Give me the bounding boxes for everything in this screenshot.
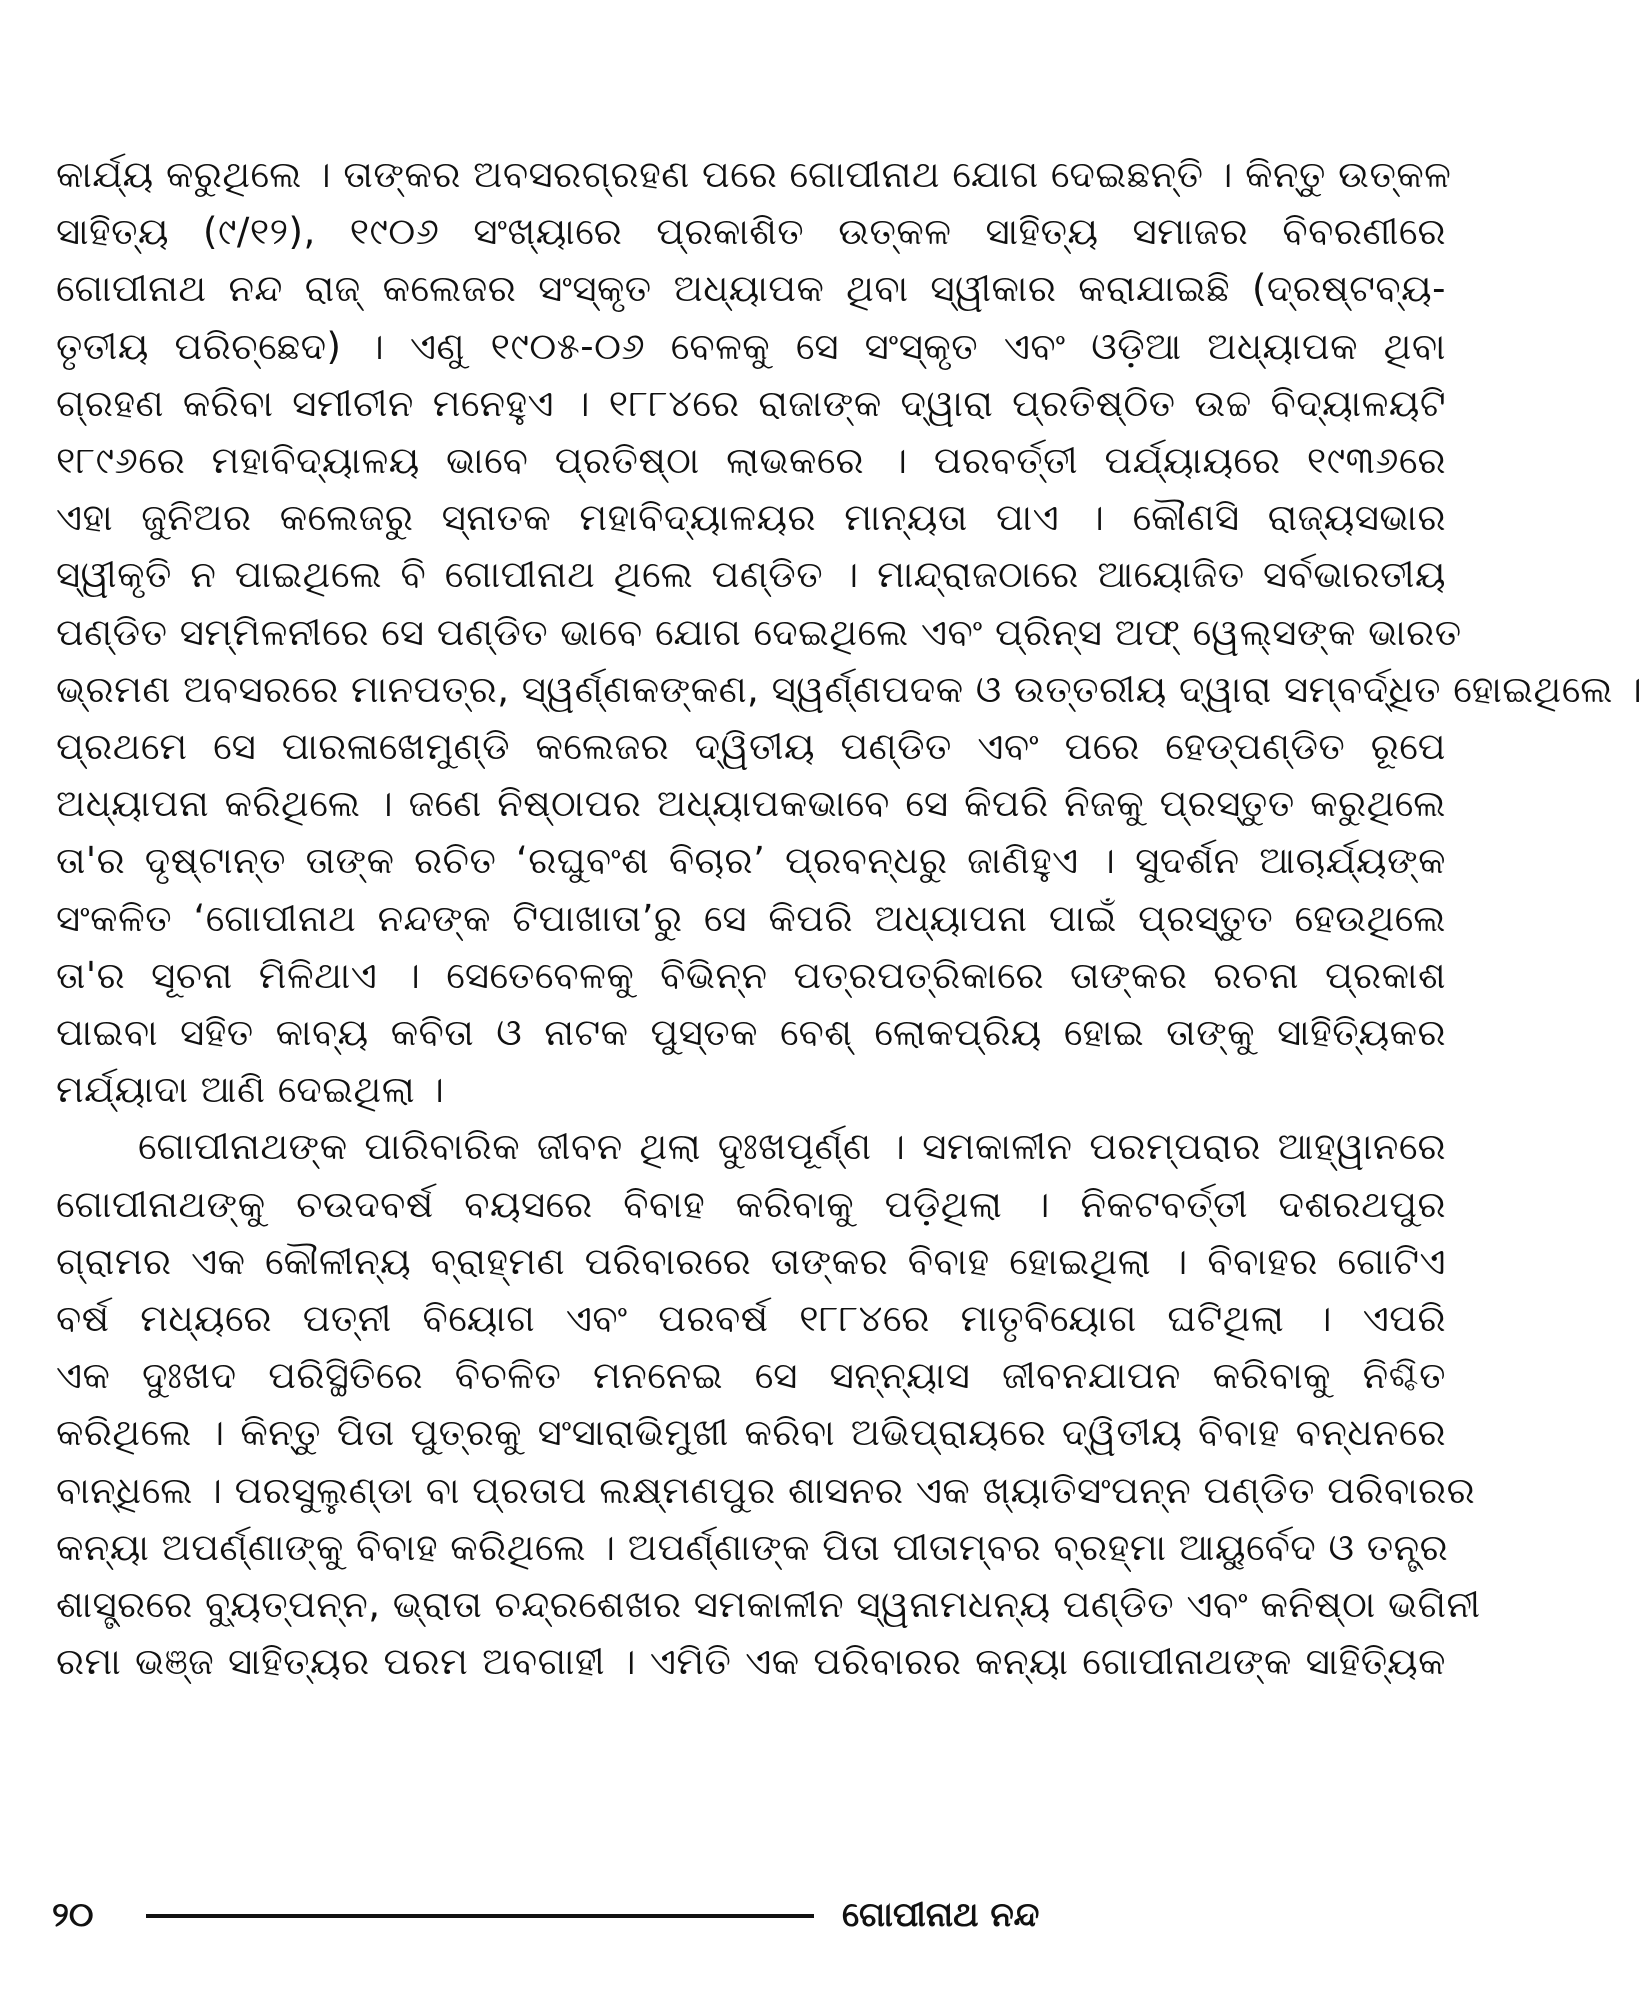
text-line: ସଂକଳିତ ‘ଗୋପୀନାଥ ନନ୍ଦଙ୍କ ଟିପାଖାତା’ରୁ ସେ କିପରି ଅଧ୍ୟାପନା ପାଇଁ ପ୍ରସ୍ତୁତ ହେଉଥିଲେ [56,896,1446,940]
text-line: ମର୍ଯ୍ୟାଦା ଆଣି ଦେଇଥିଲା । [56,1068,445,1112]
text-line: କରିଥିଲେ । କିନ୍ତୁ ପିତା ପୁତ୍ରକୁ ସଂସାରାଭିମୁଖୀ କରିବା ଅଭିପ୍ରାୟରେ ଦ୍ୱିତୀୟ ବିବାହ ବନ୍ଧନରେ [56,1411,1446,1455]
text-line: ଅଧ୍ୟାପନା କରିଥିଲେ । ଜଣେ ନିଷ୍ଠାପର ଅଧ୍ୟାପକଭାବେ ସେ କିପରି ନିଜକୁ ପ୍ରସ୍ତୁତ କରୁଥିଲେ [56,782,1446,826]
text-line: ଗୋପୀନାଥ ନନ୍ଦ ରାଜ୍ କଲେଜର ସଂସ୍କୃତ ଅଧ୍ୟାପକ ଥିବା ସ୍ୱୀକାର କରାଯାଇଛି (ଦ୍ରଷ୍ଟବ୍ୟ- [56,267,1446,311]
text-line: ଗ୍ରହଣ କରିବା ସମୀଚୀନ ମନେହୁଏ । ୧୮୮୪ରେ ରାଜାଙ୍କ ଦ୍ୱାରା ପ୍ରତିଷ୍ଠିତ ଉଚ୍ଚ ବିଦ୍ୟାଳୟଟି [56,381,1446,425]
text-line: ସାହିତ୍ୟ (୯/୧୨), ୧୯୦୬ ସଂଖ୍ୟାରେ ପ୍ରକାଶିତ ଉତ୍କଳ ସାହିତ୍ୟ ସମାଜର ବିବରଣୀରେ [56,210,1446,254]
text-line: ତା'ର ଦୃଷ୍ଟାନ୍ତ ତାଙ୍କ ରଚିତ ‘ରଘୁବଂଶ ବିଚାର’ ପ୍ରବନ୍ଧରୁ ଜାଣିହୁଏ । ସୁଦର୍ଶନ ଆଚାର୍ଯ୍ୟଙ୍କ [56,839,1446,883]
text-line: ଗ୍ରାମର ଏକ କୌଳୀନ୍ୟ ବ୍ରାହ୍ମଣ ପରିବାରରେ ତାଙ୍କର ବିବାହ ହୋଇଥିଲା । ବିବାହର ଗୋଟିଏ [56,1239,1446,1283]
text-line: କନ୍ୟା ଅପର୍ଣ୍ଣାଙ୍କୁ ବିବାହ କରିଥିଲେ । ଅପର୍ଣ୍ଣାଙ୍କ ପିତା ପୀତାମ୍ବର ବ୍ରହ୍ମା ଆୟୁର୍ବେଦ ଓ ତନ୍ତ୍ର [56,1525,1449,1569]
text-line: ତା'ର ସୂଚନା ମିଳିଥାଏ । ସେତେବେଳକୁ ବିଭିନ୍ନ ପତ୍ରପତ୍ରିକାରେ ତାଙ୍କର ରଚନା ପ୍ରକାଶ [56,953,1446,997]
text-line: ବାନ୍ଧିଲେ । ପରସୁଲୁଣ୍ଡା ବା ପ୍ରତାପ ଲକ୍ଷ୍ମଣପୁର ଶାସନର ଏକ ଖ୍ୟାତିସଂପନ୍ନ ପଣ୍ଡିତ ପରିବାରର [56,1468,1476,1512]
page-number: ୨୦ [52,1895,94,1935]
text-line: ଗୋପୀନାଥଙ୍କୁ ଚଉଦବର୍ଷ ବୟସରେ ବିବାହ କରିବାକୁ ପଡ଼ିଥିଲା । ନିକଟବର୍ତ୍ତୀ ଦଶରଥପୁର [56,1182,1446,1226]
text-line: ଶାସ୍ତ୍ରରେ ବ୍ୟୁତ୍ପନ୍ନ, ଭ୍ରାତା ଚନ୍ଦ୍ରଶେଖର ସମକାଳୀନ ସ୍ୱନାମଧନ୍ୟ ପଣ୍ଡିତ ଏବଂ କନିଷ୍ଠା ଭଗିନୀ [56,1583,1481,1627]
text-line: ଭ୍ରମଣ ଅବସରରେ ମାନପତ୍ର, ସ୍ୱର୍ଣ୍ଣକଙ୍କଣ, ସ୍ୱର୍ଣ୍ଣପଦକ ଓ ଉତ୍ତରୀୟ ଦ୍ୱାରା ସମ୍ବର୍ଦ୍ଧିତ ହୋଇଥିଲେ । [56,667,1642,711]
text-line: ପ୍ରଥମେ ସେ ପାରଳାଖେମୁଣ୍ଡି କଲେଜର ଦ୍ୱିତୀୟ ପଣ୍ଡିତ ଏବଂ ପରେ ହେଡ୍‌ପଣ୍ଡିତ ରୂପେ [56,725,1446,769]
running-title: ଗୋପୀନାଥ ନନ୍ଦ [842,1895,1040,1935]
text-line: ୧୮୯୬ରେ ମହାବିଦ୍ୟାଳୟ ଭାବେ ପ୍ରତିଷ୍ଠା ଲାଭକରେ । ପରବର୍ତ୍ତୀ ପର୍ଯ୍ୟାୟରେ ୧୯୩୬ରେ [56,439,1446,483]
paragraph-career [56,146,1642,1118]
text-line: ପାଇବା ସହିତ କାବ୍ୟ କବିତା ଓ ନାଟକ ପୁସ୍ତକ ବେଶ୍ ଲୋକପ୍ରିୟ ହୋଇ ତାଙ୍କୁ ସାହିତ୍ୟିକର [56,1011,1446,1055]
body-text [56,146,1642,1690]
paragraph-family-life [56,1118,1481,1690]
page-footer [52,1890,1092,1940]
text-line: ତୃତୀୟ ପରିଚ୍ଛେଦ) । ଏଣୁ ୧୯୦୫-୦୬ ବେଳକୁ ସେ ସଂସ୍କୃତ ଏବଂ ଓଡ଼ିଆ ଅଧ୍ୟାପକ ଥିବା [56,324,1446,368]
footer-rule-divider [146,1914,814,1918]
text-line: କାର୍ଯ୍ୟ କରୁଥିଲେ । ତାଙ୍କର ଅବସରଗ୍ରହଣ ପରେ ଗୋପୀନାଥ ଯୋଗ ଦେଇଛନ୍ତି । କିନ୍ତୁ ଉତ୍କଳ [56,153,1452,196]
text-line: ଏକ ଦୁଃଖଦ ପରିସ୍ଥିତିରେ ବିଚଳିତ ମନନେଇ ସେ ସନ୍ନ୍ୟାସ ଜୀବନଯାପନ କରିବାକୁ ନିଶ୍ଚିତ [56,1354,1446,1398]
text-line: ଏହା ଜୁନିଅର କଲେଜରୁ ସ୍ନାତକ ମହାବିଦ୍ୟାଳୟର ମାନ୍ୟତା ପାଏ । କୌଣସି ରାଜ୍ୟସଭାର [56,496,1446,540]
text-line: ସ୍ୱୀକୃତି ନ ପାଇଥିଲେ ବି ଗୋପୀନାଥ ଥିଲେ ପଣ୍ଡିତ । ମାନ୍ଦ୍ରାଜଠାରେ ଆୟୋଜିତ ସର୍ବଭାରତୀୟ [56,553,1446,597]
text-line: ପଣ୍ଡିତ ସମ୍ମିଳନୀରେ ସେ ପଣ୍ଡିତ ଭାବେ ଯୋଗ ଦେଇଥିଲେ ଏବଂ ପ୍ରିନ୍ସ ଅଫ୍ ୱେଲ୍ସଙ୍କ ଭାରତ [56,610,1462,654]
text-line: ରମା ଭଞ୍ଜ ସାହିତ୍ୟର ପରମ ଅବଗାହୀ । ଏମିତି ଏକ ପରିବାରର କନ୍ୟା ଗୋପୀନାଥଙ୍କ ସାହିତ୍ୟିକ [56,1640,1446,1684]
text-line: ବର୍ଷ ମଧ୍ୟରେ ପତ୍ନୀ ବିୟୋଗ ଏବଂ ପରବର୍ଷ ୧୮୮୪ରେ ମାତୃବିୟୋଗ ଘଟିଥିଲା । ଏପରି [56,1297,1446,1341]
text-line: ଗୋପୀନାଥଙ୍କ ପାରିବାରିକ ଜୀବନ ଥିଲା ଦୁଃଖପୂର୍ଣ୍ଣ । ସମକାଳୀନ ପରମ୍ପରାର ଆହ୍ୱାନରେ [138,1125,1446,1169]
